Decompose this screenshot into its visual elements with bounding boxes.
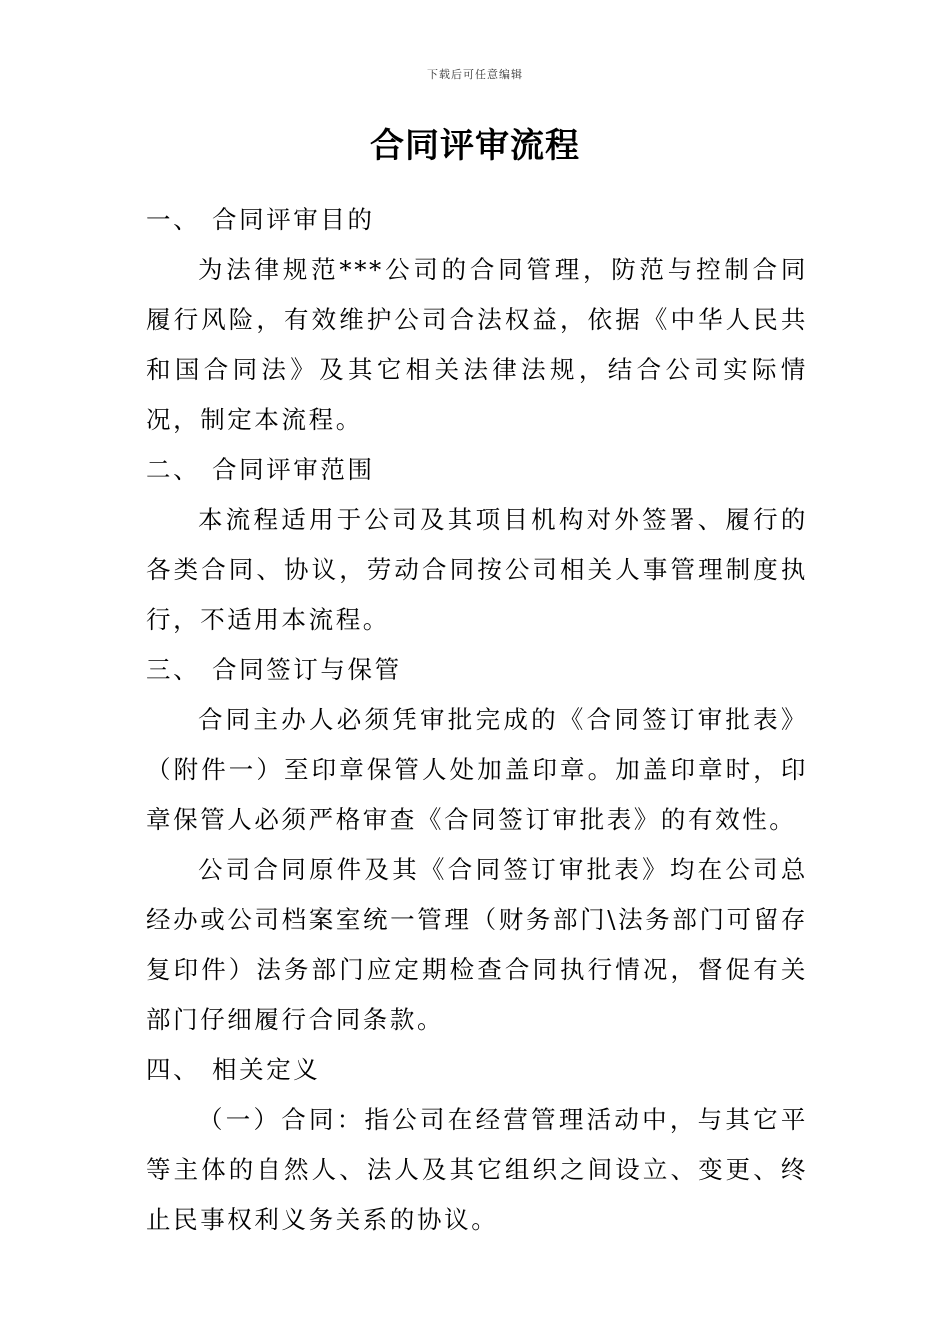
section-heading-text: 合同评审范围: [212, 455, 375, 484]
section-number: 四、: [146, 1055, 201, 1084]
section-heading-3: [146, 645, 808, 695]
section-3-paragraph-2: 公司合同原件及其《合同签订审批表》均在公司总经办或公司档案室统一管理（财务部门\法务部门可留存复印件）法务部门应定期检查合同执行情况，督促有关部门仔细履行合同条款。: [146, 855, 808, 1034]
section-number: 三、: [146, 655, 201, 684]
document-body: [146, 195, 808, 1245]
page-header-note: 下载后可任意编辑: [427, 68, 523, 81]
document-title: 合同评审流程: [370, 126, 580, 166]
section-number: 一、: [146, 205, 201, 234]
section-heading-4: [146, 1045, 808, 1095]
section-heading-text: 相关定义: [212, 1055, 321, 1084]
section-3-paragraph-1: 合同主办人必须凭审批完成的《合同签订审批表》（附件一）至印章保管人处加盖印章。加盖印章时，印章保管人必须严格审查《合同签订审批表》的有效性。: [146, 705, 808, 834]
section-1-paragraph-1: 为法律规范***公司的合同管理，防范与控制合同履行风险，有效维护公司合法权益，依据《中华人民共和国合同法》及其它相关法律法规，结合公司实际情况，制定本流程。: [146, 255, 808, 434]
section-heading-text: 合同签订与保管: [212, 655, 402, 684]
section-heading-1: [146, 195, 808, 245]
section-2-paragraph-1: 本流程适用于公司及其项目机构对外签署、履行的各类合同、协议，劳动合同按公司相关人事管理制度执行，不适用本流程。: [146, 505, 808, 634]
section-heading-text: 合同评审目的: [212, 205, 375, 234]
section-4-paragraph-1: （一）合同：指公司在经营管理活动中，与其它平等主体的自然人、法人及其它组织之间设立、变更、终止民事权利义务关系的协议。: [146, 1105, 808, 1234]
section-heading-2: [146, 445, 808, 495]
section-number: 二、: [146, 455, 201, 484]
